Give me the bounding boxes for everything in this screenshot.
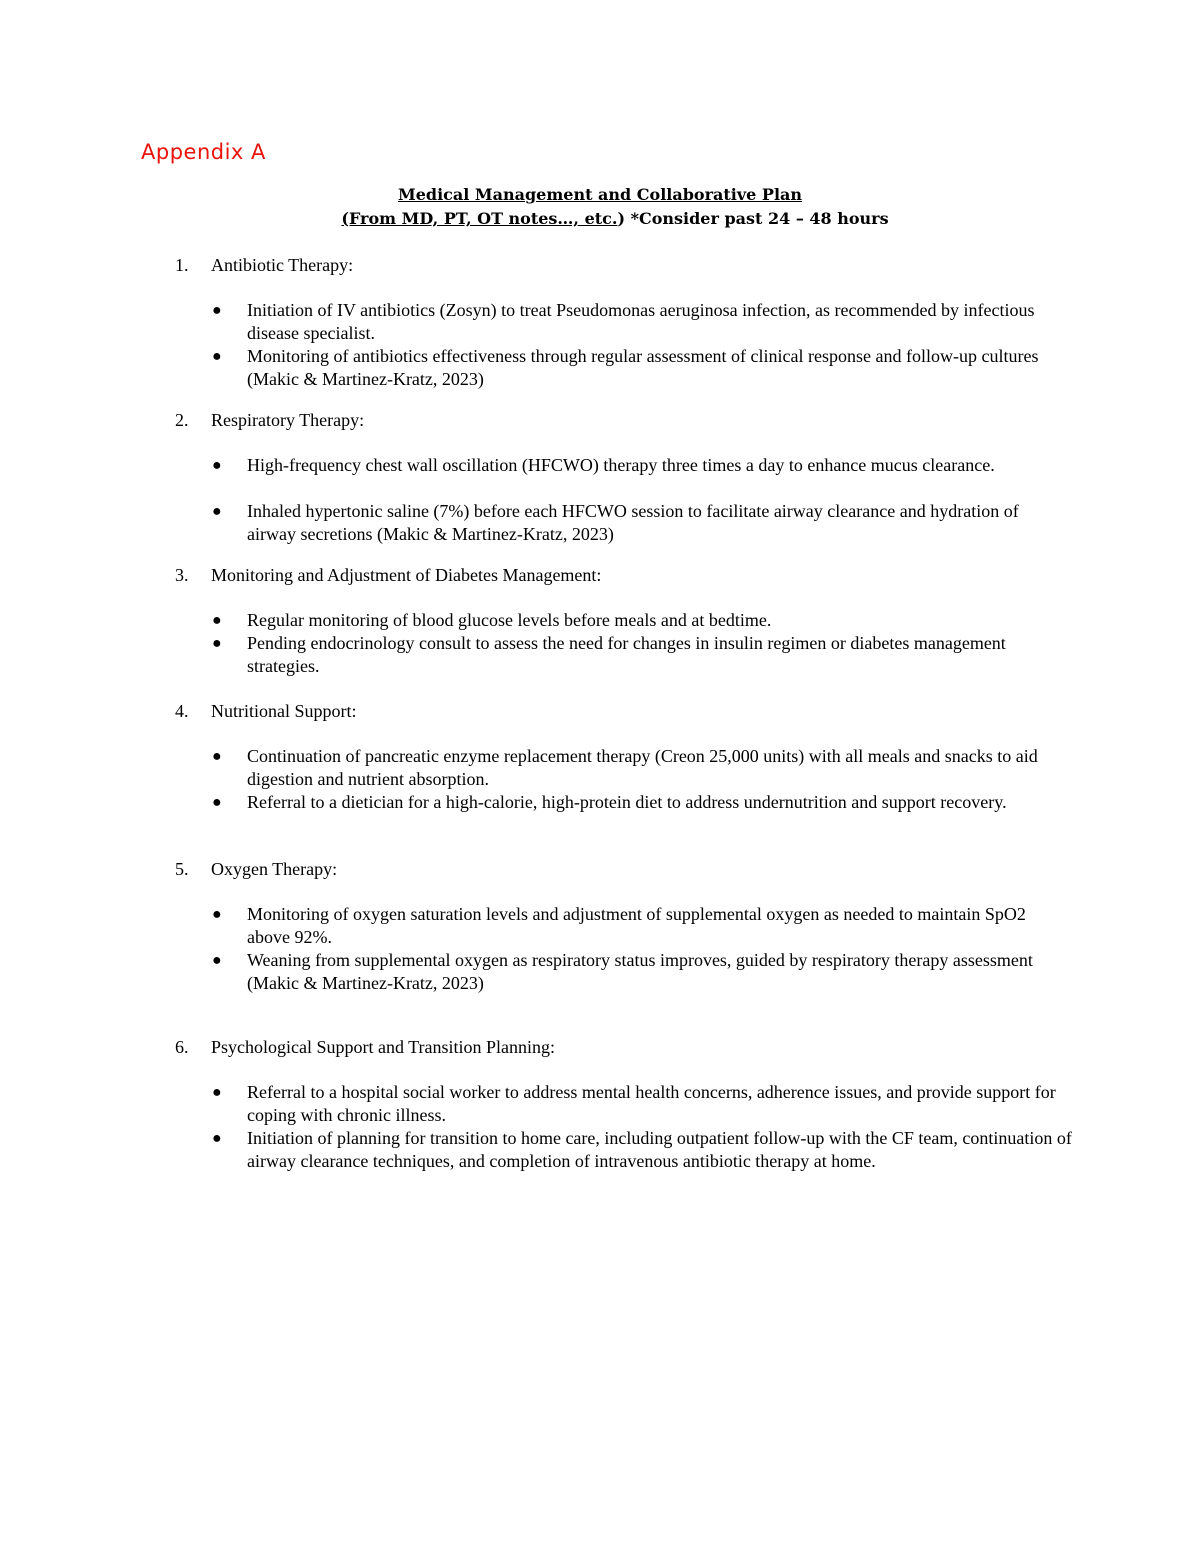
list-item	[212, 609, 1072, 632]
list-item-text: Monitoring of antibiotics effectiveness through regular assessment of clinical response and follow-up cultures (Makic & Martinez-Kratz, 2023)	[247, 346, 1039, 389]
list-item-text: Referral to a dietician for a high-calorie, high-protein diet to address undernutrition and support recovery.	[247, 792, 1007, 812]
appendix-heading: Appendix A	[141, 140, 266, 164]
title-line-2	[30, 207, 1200, 231]
list-item	[212, 500, 1072, 546]
section-heading	[175, 858, 337, 881]
section-number: 3.	[175, 565, 189, 585]
section-title: Respiratory Therapy:	[211, 410, 365, 430]
document-title	[0, 183, 1200, 231]
list-item	[212, 903, 1072, 949]
title-line-2-rest: ) *Consider past 24 – 48 hours	[617, 209, 889, 228]
bullet-icon: ●	[212, 635, 222, 652]
bullet-icon: ●	[212, 302, 222, 319]
bullet-icon: ●	[212, 952, 222, 969]
section-title: Nutritional Support:	[211, 701, 357, 721]
section-title: Psychological Support and Transition Planning:	[211, 1037, 556, 1057]
list-item-text: Referral to a hospital social worker to address mental health concerns, adherence issues, and provide support for coping with chronic illness.	[247, 1082, 1056, 1125]
bullet-icon: ●	[212, 348, 222, 365]
title-line-2-underlined: (From MD, PT, OT notes…, etc.	[341, 209, 618, 228]
section-heading	[175, 254, 353, 277]
section-title: Oxygen Therapy:	[211, 859, 338, 879]
bullet-icon: ●	[212, 612, 222, 629]
section-heading	[175, 409, 364, 432]
list-item	[212, 632, 1072, 678]
list-item	[212, 454, 1072, 477]
list-item-text: Monitoring of oxygen saturation levels and adjustment of supplemental oxygen as needed to maintain SpO2 above 92%.	[247, 904, 1026, 947]
list-item	[212, 791, 1072, 814]
list-item-text: Regular monitoring of blood glucose levels before meals and at bedtime.	[247, 610, 772, 630]
section-title: Antibiotic Therapy:	[211, 255, 354, 275]
section-number: 2.	[175, 410, 189, 430]
section-heading	[175, 1036, 555, 1059]
section-heading	[175, 700, 357, 723]
bullet-icon: ●	[212, 906, 222, 923]
list-item	[212, 745, 1072, 791]
section-number: 5.	[175, 859, 189, 879]
list-item	[212, 345, 1072, 391]
section-heading	[175, 564, 601, 587]
bullet-icon: ●	[212, 503, 222, 520]
section-number: 6.	[175, 1037, 189, 1057]
list-item-text: Weaning from supplemental oxygen as respiratory status improves, guided by respiratory therapy assessment (Makic & Martinez-Kratz, 2023)	[247, 950, 1033, 993]
list-item-text: Initiation of IV antibiotics (Zosyn) to treat Pseudomonas aeruginosa infection, as recommended by infectious disease specialist.	[247, 300, 1035, 343]
bullet-icon: ●	[212, 794, 222, 811]
list-item-text: Continuation of pancreatic enzyme replacement therapy (Creon 25,000 units) with all meals and snacks to aid digestion and nutrient absorption.	[247, 746, 1038, 789]
list-item-text: Inhaled hypertonic saline (7%) before each HFCWO session to facilitate airway clearance and hydration of airway secretions (Makic & Martinez-Kratz, 2023)	[247, 501, 1019, 544]
list-item	[212, 299, 1072, 345]
list-item-text: Pending endocrinology consult to assess the need for changes in insulin regimen or diabetes management strategies.	[247, 633, 1006, 676]
section-number: 1.	[175, 255, 189, 275]
title-line-1: Medical Management and Collaborative Plan	[397, 185, 803, 204]
list-item	[212, 1127, 1072, 1173]
bullet-icon: ●	[212, 457, 222, 474]
bullet-icon: ●	[212, 1130, 222, 1147]
section-title: Monitoring and Adjustment of Diabetes Management:	[211, 565, 602, 585]
section-number: 4.	[175, 701, 189, 721]
bullet-icon: ●	[212, 1084, 222, 1101]
list-item-text: Initiation of planning for transition to home care, including outpatient follow-up with the CF team, continuation of airway clearance techniques, and completion of intravenous antibiotic therapy at home.	[247, 1128, 1072, 1171]
list-item	[212, 1081, 1072, 1127]
list-item	[212, 949, 1072, 995]
bullet-icon: ●	[212, 748, 222, 765]
list-item-text: High-frequency chest wall oscillation (HFCWO) therapy three times a day to enhance mucus clearance.	[247, 455, 995, 475]
